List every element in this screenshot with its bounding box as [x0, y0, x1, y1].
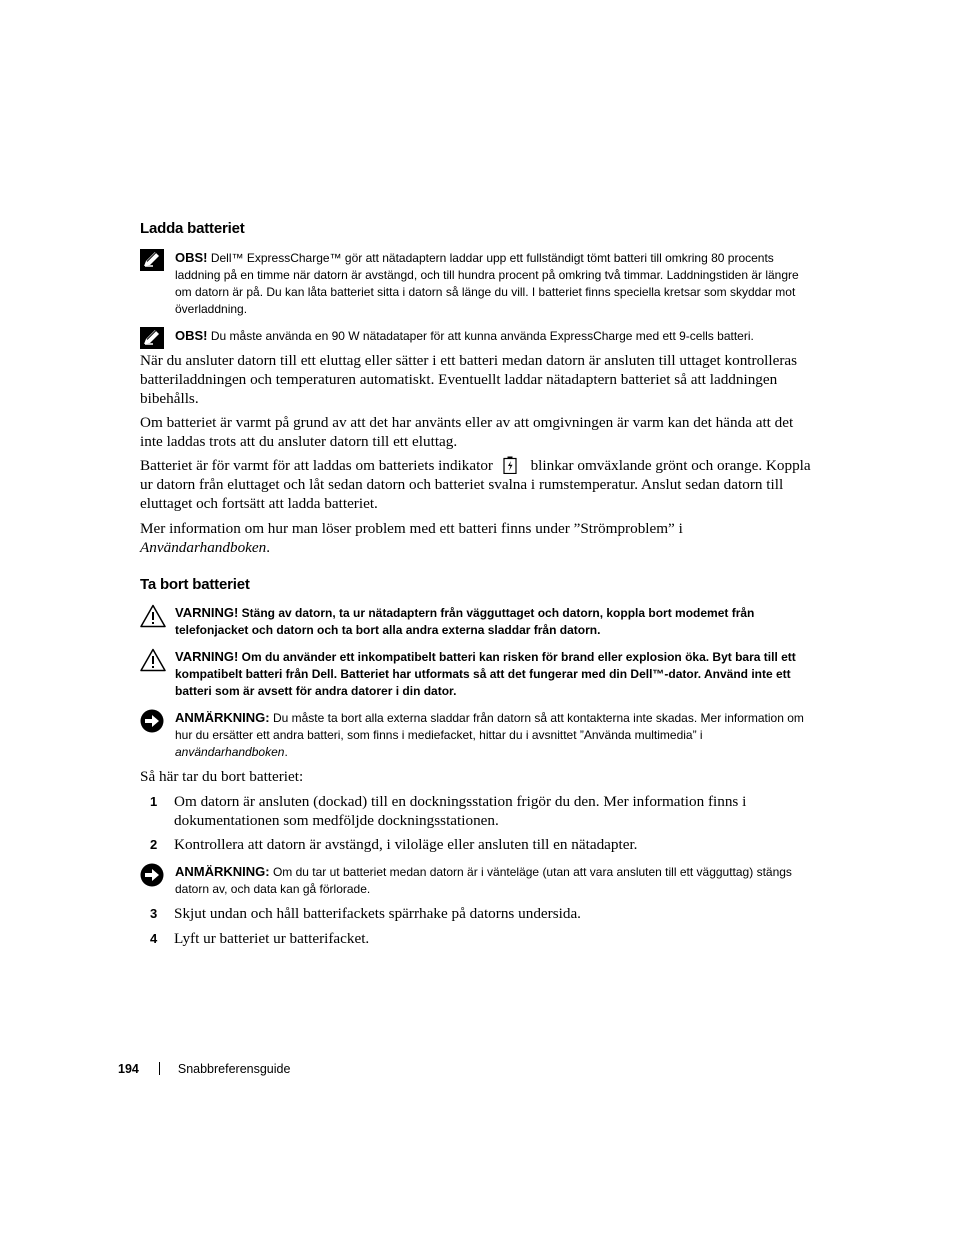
pencil-note-icon: [140, 249, 164, 271]
note-label: OBS!: [175, 328, 208, 343]
step-4: [140, 929, 816, 948]
warning-text: Om du använder ett inkompatibelt batteri kan risken för brand eller explosion öka. Byt bara till ett kompatibelt batteri från Dell. Batteriet har utformats så att det fungerar med din Dell™-dator. Använd inte ett batteri som är avsett för andra datorer i din dator.: [175, 650, 796, 698]
notice-label: ANMÄRKNING:: [175, 710, 270, 725]
guide-title: Snabbreferensguide: [177, 1062, 291, 1076]
note-90w-adapter: [140, 327, 816, 345]
page-footer: [118, 1062, 290, 1076]
step-3: [140, 904, 816, 923]
notice-arrow-icon: [140, 863, 164, 887]
paragraph-more-info: [140, 519, 816, 557]
warning-label: VARNING!: [175, 605, 239, 620]
paragraph-charging-auto: När du ansluter datorn till ett eluttag eller sätter i ett batteri medan datorn är ansluten till uttaget kontrolleras batteriladdningen och temperaturen automatiskt. Eventuellt laddar nätadaptern batteriet så att laddningen bibehålls.: [140, 352, 798, 407]
step-text: Skjut undan och håll batterifackets spärrhake på datorns undersida.: [174, 905, 581, 922]
warning-power-off: [140, 604, 816, 639]
battery-status-icon: [503, 456, 517, 474]
step-number: 2: [150, 837, 158, 852]
step-2: [140, 835, 816, 854]
notice-external-cables: [140, 709, 816, 761]
note-label: OBS!: [175, 250, 208, 265]
paragraph-text: Mer information om hur man löser problem med ett batteri finns under ”Strömproblem” i: [140, 520, 683, 537]
section-heading-charge: Ladda batteriet: [140, 220, 245, 237]
pencil-note-icon: [140, 327, 164, 349]
page-number: 194: [118, 1062, 139, 1076]
notice-text: .: [284, 745, 288, 759]
step-text: Lyft ur batteriet ur batterifacket.: [174, 930, 370, 947]
step-text: Kontrollera att datorn är avstängd, i viloläge eller ansluten till en nätadapter.: [174, 836, 638, 853]
manual-title: användarhandboken: [175, 745, 285, 759]
warning-triangle-icon: [140, 604, 166, 628]
paragraph-text: blinkar omväxlande grönt och orange. Koppla ur datorn från eluttaget och låt sedan datorn och batteriet svalna i rumstemperatur. Anslut sedan datorn till eluttaget och fortsätt att ladda batteriet.: [140, 457, 811, 512]
step-1: [140, 792, 816, 830]
paragraph-battery-warm: Om batteriet är varmt på grund av att det har använts eller av att omgivningen är varm kan det hända att det inte laddas trots att du ansluter datorn till ett eluttag.: [140, 414, 794, 450]
note-expresscharge: [140, 249, 816, 318]
notice-arrow-icon: [140, 709, 164, 733]
step-number: 1: [150, 794, 158, 809]
paragraph-battery-indicator: [140, 456, 816, 513]
note-text: Dell™ ExpressCharge™ gör att nätadaptern laddar upp ett fullständigt tömt batteri till omkring 80 procents laddning på en timme när datorn är avstängd, och till hundra procent på omkring två timmar. Laddningstiden är längre om datorn är på. Du kan låta batteriet sitta i datorn så länge du vill. I batteriet finns speciella kretsar som skyddar mot överladdning.: [175, 251, 799, 316]
manual-title: Användarhandboken: [140, 539, 267, 556]
paragraph-text: Batteriet är för varmt för att laddas om batteriets indikator: [140, 457, 493, 474]
footer-divider: [159, 1062, 160, 1075]
notice-standby: [140, 863, 816, 898]
notice-text: Om du tar ut batteriet medan datorn är i vänteläge (utan att vara ansluten till ett vägguttag) stängs datorn av, och data kan gå förlorade.: [175, 865, 792, 896]
notice-label: ANMÄRKNING:: [175, 864, 270, 879]
step-text: Om datorn är ansluten (dockad) till en dockningsstation frigör du den. Mer information finns i dokumentationen som medföljde dockningsstationen.: [174, 793, 747, 829]
warning-label: VARNING!: [175, 649, 239, 664]
note-text: Du måste använda en 90 W nätadataper för att kunna använda ExpressCharge med ett 9-cells batteri.: [210, 329, 754, 343]
warning-incompatible-battery: [140, 648, 816, 700]
warning-triangle-icon: [140, 648, 166, 672]
step-number: 4: [150, 931, 158, 946]
notice-text: Du måste ta bort alla externa sladdar från datorn så att kontakterna inte skadas. Mer information om hur du ersätter ett andra batteri, som finns i mediefacket, hittar du i avsnittet ”Använda multimedia” i: [175, 711, 804, 742]
step-number: 3: [150, 906, 158, 921]
section-heading-remove: Ta bort batteriet: [140, 576, 250, 593]
steps-intro: Så här tar du bort batteriet:: [140, 768, 304, 785]
warning-text: Stäng av datorn, ta ur nätadaptern från vägguttaget och datorn, koppla bort modemet från telefonjacket och datorn och ta bort alla andra externa sladdar från datorn.: [175, 606, 755, 637]
paragraph-text: .: [266, 539, 271, 556]
